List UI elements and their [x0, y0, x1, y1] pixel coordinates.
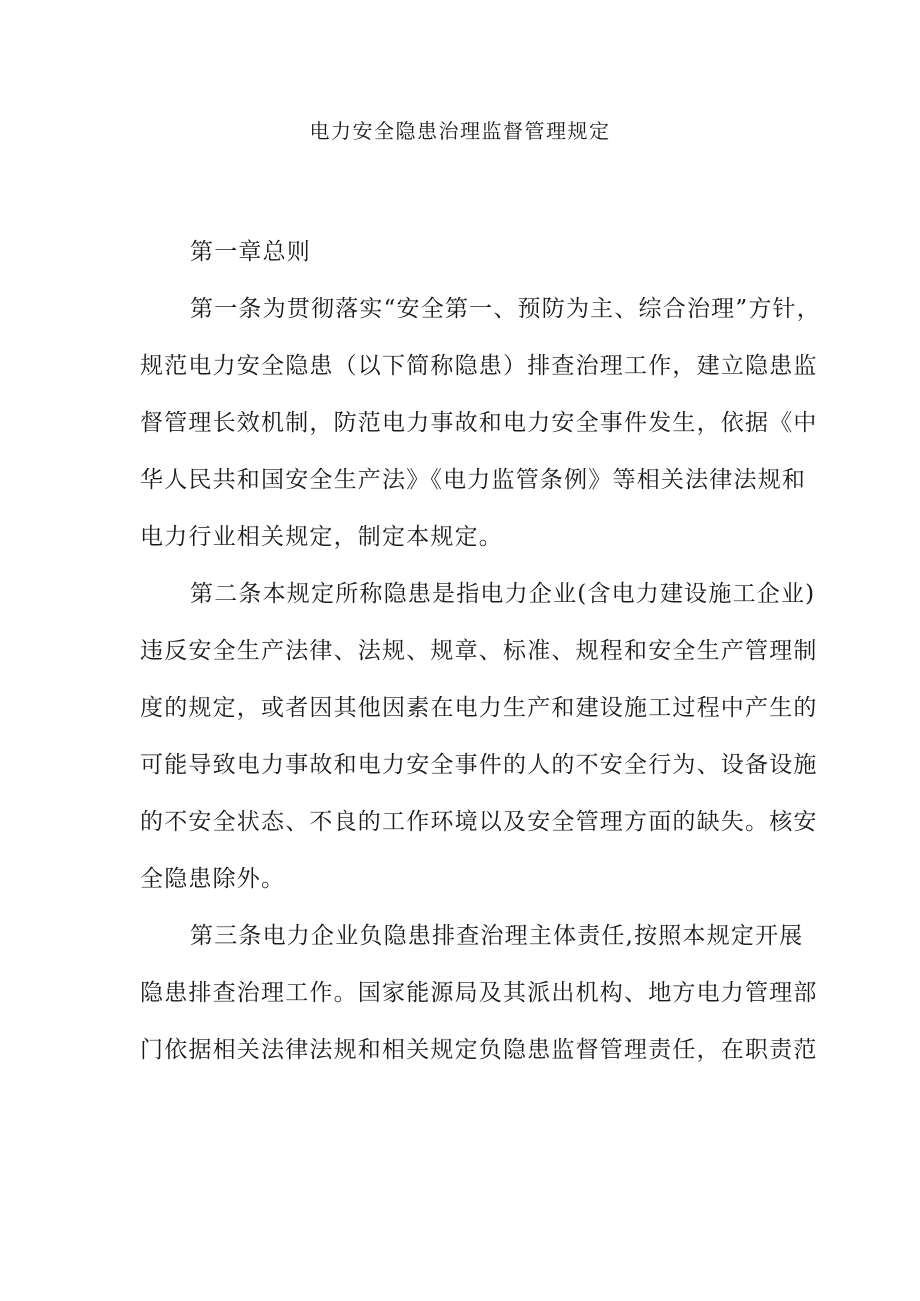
document-body: [140, 233, 821, 1088]
article-3-line: 第三条电力企业负隐患排查治理主体责任,按照本规定开展: [190, 923, 804, 949]
chapter-heading: 第一章总则: [190, 239, 311, 265]
article-3-line: 隐患排查治理工作。国家能源局及其派出机构、地方电力管理部: [140, 980, 818, 1006]
article-1-line: 督管理长效机制，防范电力事故和电力安全事件发生，依据《中: [140, 410, 818, 436]
article-3-line: 门依据相关法律法规和相关规定负隐患监督管理责任，在职责范: [140, 1037, 818, 1063]
article-2-line: 全隐患除外。: [140, 866, 286, 892]
article-1-line: 电力行业相关规定，制定本规定。: [140, 524, 503, 550]
article-2-line: 度的规定，或者因其他因素在电力生产和建设施工过程中产生的: [140, 695, 818, 721]
article-2-line: 违反安全生产法律、法规、规章、标准、规程和安全生产管理制: [140, 638, 818, 664]
article-2-line: 第二条本规定所称隐患是指电力企业(含电力建设施工企业): [190, 581, 816, 607]
article-1-line: 第一条为贯彻落实“安全第一、预防为主、综合治理”方针，: [190, 296, 821, 322]
document-title: 电力安全隐患治理监督管理规定: [309, 119, 611, 143]
article-2-line: 的不安全状态、不良的工作环境以及安全管理方面的缺失。核安: [140, 809, 818, 835]
article-1-line: 华人民共和国安全生产法》《电力监管条例》等相关法律法规和: [140, 467, 807, 493]
article-1-line: 规范电力安全隐患（以下简称隐患）排查治理工作，建立隐患监: [140, 353, 818, 379]
article-2-line: 可能导致电力事故和电力安全事件的人的不安全行为、设备设施: [140, 752, 818, 778]
